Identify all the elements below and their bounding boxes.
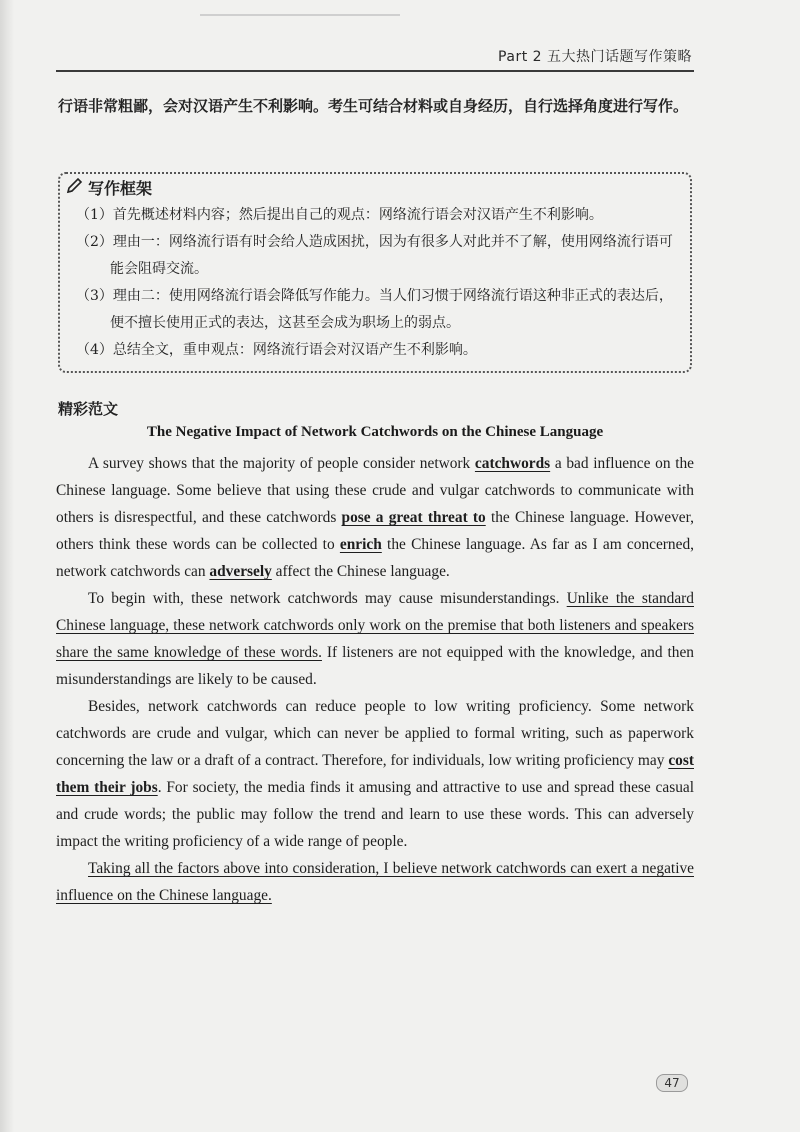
essay-paragraph-2: To begin with, these network catchwords may cause misunderstandings. Unlike the standard Chinese language, these network catchwords only work on the premise that both listeners and speakers share the same knowledge of these words. If listeners are not equipped with the knowledge, and then misunderstandings are likely to be caused.: [56, 590, 694, 688]
pencil-icon: [66, 178, 86, 198]
framework-list: [76, 202, 678, 364]
underlined-phrase: catchwords: [474, 455, 551, 472]
essay-paragraph-4: [56, 855, 694, 909]
framework-item: （2）理由一：网络流行语有时会给人造成困扰，因为有很多人对此并不了解，使用网络流行语可能会阻碍交流。: [76, 234, 673, 277]
underlined-phrase: enrich: [339, 536, 382, 553]
underlined-phrase: adversely: [209, 563, 272, 580]
essay-paragraph-1: A survey shows that the majority of people consider network catchwords a bad influence on the Chinese language. Some believe that using these crude and vulgar catchwords to communicate with others is disrespectful, and these catchwords pose a great threat to the Chinese language. However, others think these words can be collected to enrich the Chinese language. As far as I am concerned, network catchwords can adversely affect the Chinese language.: [56, 455, 695, 580]
header-rule: [56, 70, 694, 72]
underlined-conclusion: Taking all the factors above into consideration, I believe network catchwords can exert a negative influence on the Chinese language.: [56, 860, 694, 904]
underlined-sentence: Unlike the standard Chinese language, these network catchwords only work on the premise that both listeners and speakers share the same knowledge of these words.: [56, 590, 694, 661]
framework-item: （1）首先概述材料内容；然后提出自己的观点：网络流行语会对汉语产生不利影响。: [76, 207, 603, 223]
underlined-phrase: pose a great threat to: [341, 509, 486, 526]
framework-item: （4）总结全文，重申观点：网络流行语会对汉语产生不利影响。: [76, 342, 477, 358]
framework-title: [66, 176, 152, 199]
underlined-phrase: cost them their jobs: [56, 752, 694, 796]
intro-paragraph: 行语非常粗鄙，会对汉语产生不利影响。考生可结合材料或自身经历，自行选择角度进行写作。: [58, 97, 689, 115]
essay-paragraph-3: Besides, network catchwords can reduce people to low writing proficiency. Some network catchwords are crude and vulgar, which can never be applied to formal writing, such as paperwork concerning the law or a draft of a contract. Therefore, for individuals, low writing proficiency may cost them their jobs. For society, the media finds it amusing and attractive to use and spread these casual and crude words; the public may follow the trend and learn to use these words. This can adversely impact the writing proficiency of a wide range of people.: [56, 698, 695, 850]
essay-body: [56, 450, 694, 909]
page-number: 47: [656, 1074, 688, 1092]
essay-title: The Negative Impact of Network Catchwords on the Chinese Language: [146, 424, 604, 440]
page-edge-shadow: [0, 0, 14, 1132]
top-scan-line: [200, 14, 400, 16]
framework-item: （3）理由二：使用网络流行语会降低写作能力。当人们习惯于网络流行语这种非正式的表达后，便不擅长使用正式的表达，这甚至会成为职场上的弱点。: [76, 288, 673, 331]
essay-heading: 精彩范文: [58, 400, 119, 418]
framework-title-text: 写作框架: [88, 179, 153, 198]
running-header: Part 2 五大热门话题写作策略: [498, 49, 692, 65]
